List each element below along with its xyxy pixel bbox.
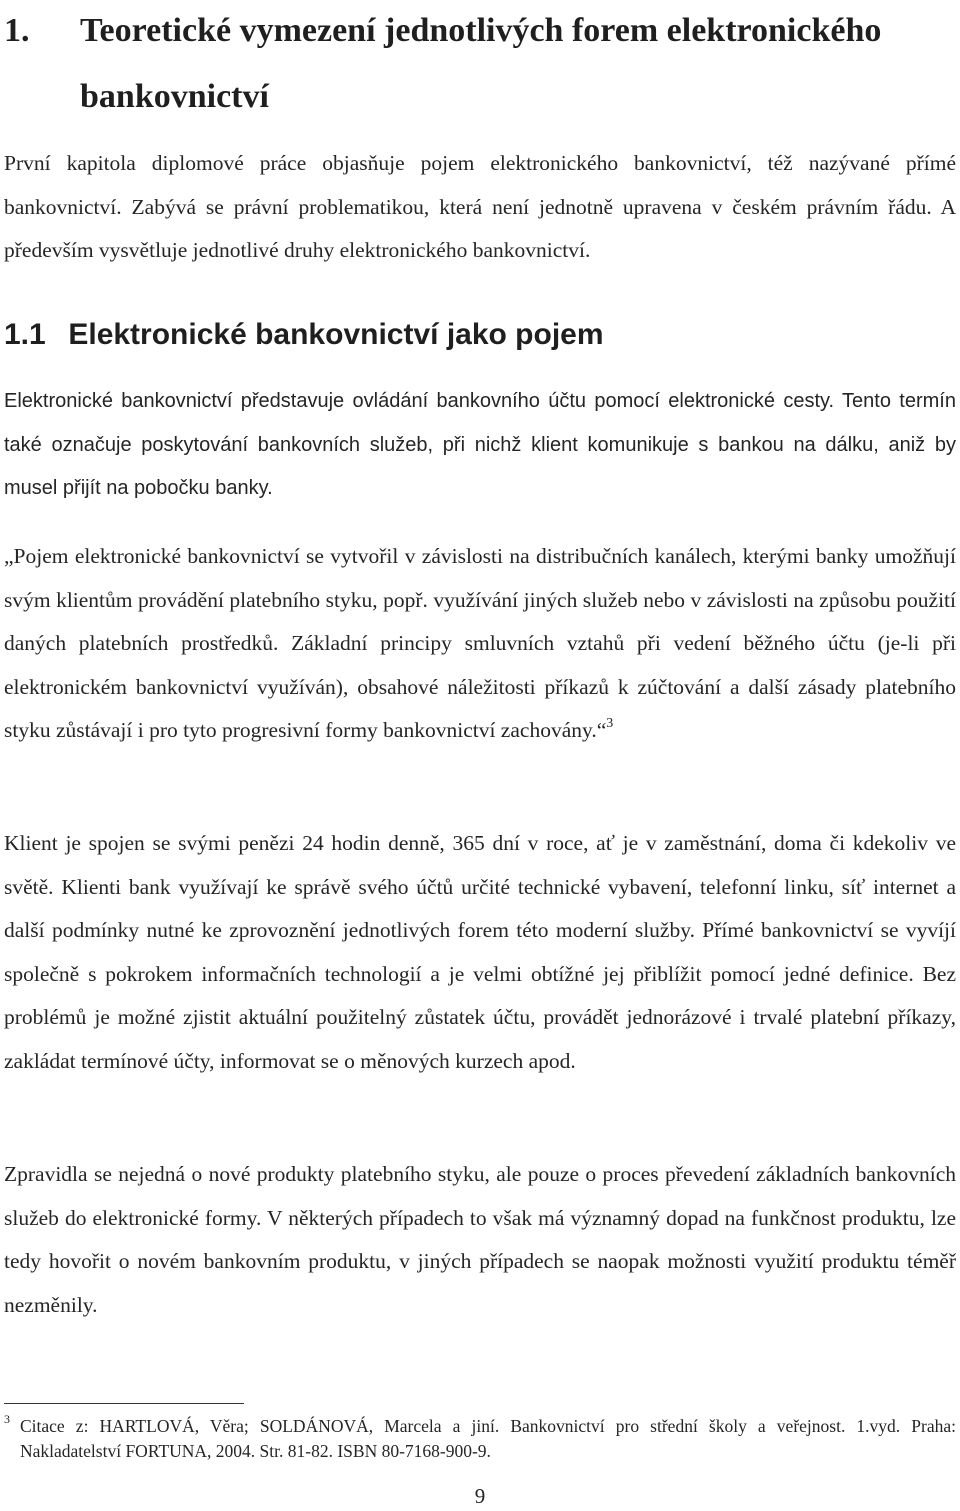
section-number: 1.1 [4,318,46,351]
footnote-marker: 3 [4,1412,10,1426]
section-title: Elektronické bankovnictví jako pojem [68,318,604,351]
chapter-title: Teoretické vymezení jednotlivých forem elektronického bankovnictví [80,12,882,115]
page-number: 9 [474,1484,486,1508]
quote-text: „Pojem elektronické bankovnictví se vytvořil v závislosti na distribučních kanálech, kterými banky umožňují svým klientům provádění platebního styku, popř. využívání jiných služeb nebo v závislosti na způsobu použití daných platebních prostředků. Základní principy smluvních vztahů při vedení běžného účtu (je-li při elektronickém bankovnictví využíván), obsahové náležitosti příkazů k zúčtování a další zásady platebního styku zůstávají i pro tyto progresivní formy bankovnictví zachovány.“ [4,544,956,742]
footnote-reference: 3 [606,716,614,731]
chapter-number: 1. [4,12,30,49]
client-paragraph: Klient je spojen se svými penězi 24 hodin denně, 365 dní v roce, ať je v zaměstnání, doma či kdekoliv ve světě. Klienti bank využívají ke správě svého účtů určité technické vybavení, telefonní linku, síť internet a další podmínky nutné ke zprovoznění jednotlivých forem této moderní služby. Přímé bankovnictví se vyvíjí společně s pokrokem informačních technologií a je velmi obtížné jej přiblížit pomocí jedné definice. Bez problémů je možné zjistit aktuální použitelný zůstatek účtu, provádět jednorázové i trvalé platební příkazy, zakládat termínové účty, informovat se o měnových kurzech apod. [4,831,956,1073]
products-paragraph: Zpravidla se nejedná o nové produkty platebního styku, ale pouze o proces převedení základních bankovních služeb do elektronické formy. V některých případech to však má významný dopad na funkčnost produktu, lze tedy hovořit o novém bankovním produktu, v jiných případech se naopak možnosti využití produktu téměř nezměnily. [4,1162,956,1317]
intro-paragraph: První kapitola diplomové práce objasňuje pojem elektronického bankovnictví, též nazývané přímé bankovnictví. Zabývá se právní problematikou, která není jednotně upravena v českém právním řádu. A především vysvětluje jednotlivé druhy elektronického bankovnictví. [4,151,956,262]
section-heading [4,309,604,361]
footnote-divider [4,1403,244,1404]
footnote-text: Citace z: HARTLOVÁ, Věra; SOLDÁNOVÁ, Marcela a jiní. Bankovnictví pro střední školy a veřejnost. 1.vyd. Praha: Nakladatelství FORTUNA, 2004. Str. 81-82. ISBN 80-7168-900-9. [20,1416,956,1461]
footnote [4,1414,956,1464]
chapter-heading [4,0,904,130]
quote-paragraph [4,535,956,753]
definition-paragraph: Elektronické bankovnictví představuje ovládání bankovního účtu pomocí elektronické cesty. Tento termín také označuje poskytování bankovních služeb, při nichž klient komunikuje s bankou na dálku, aniž by musel přijít na pobočku banky. [4,390,956,499]
